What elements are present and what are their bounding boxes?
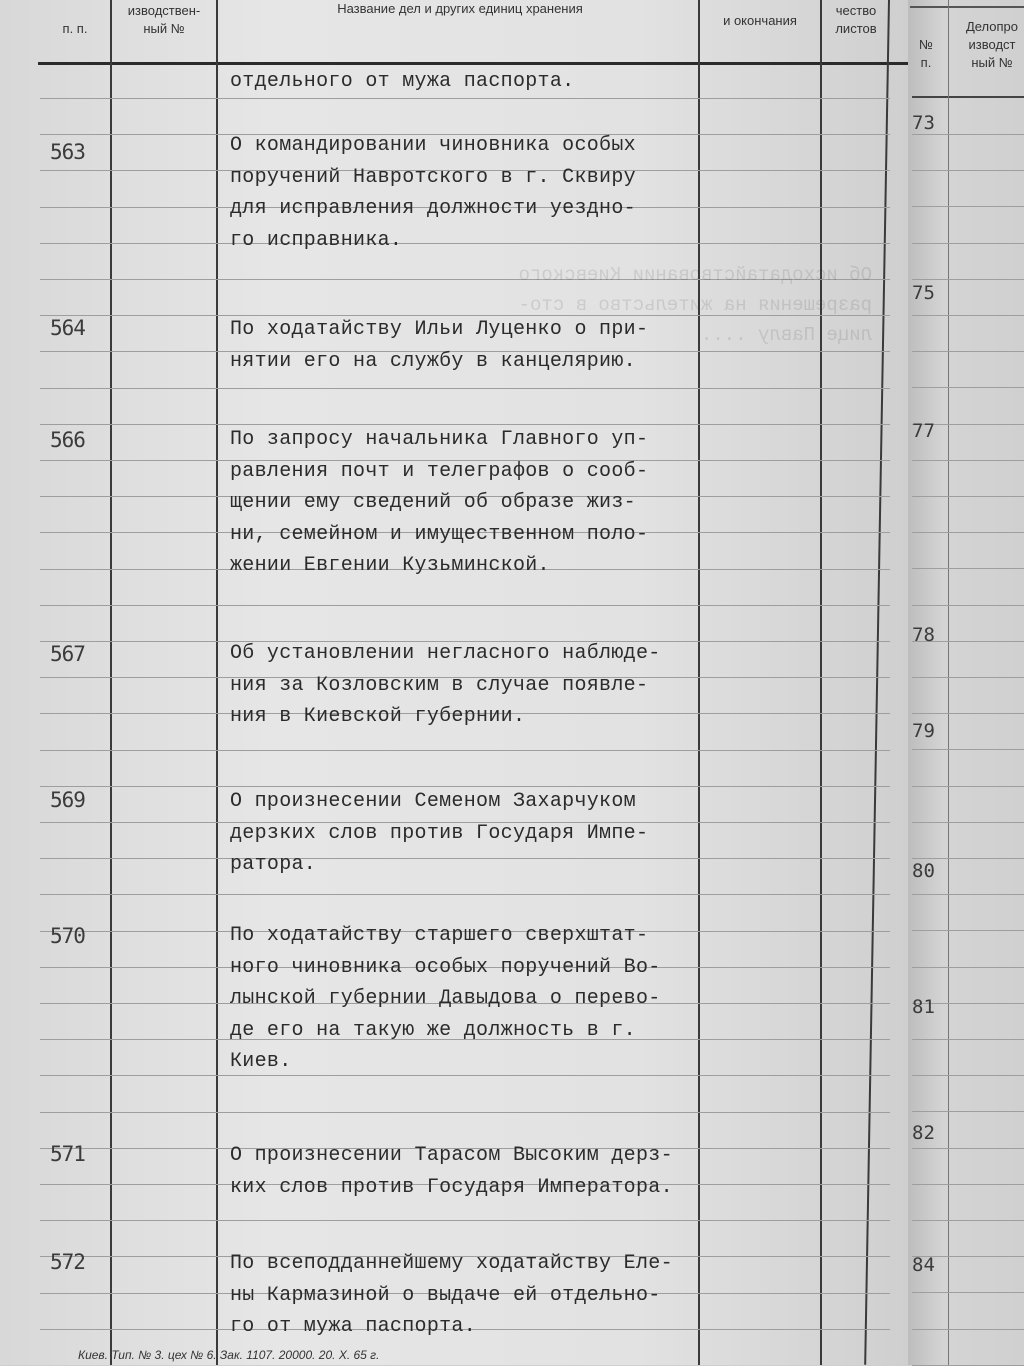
ruled-line-right	[912, 568, 1024, 569]
ruled-line-right	[912, 822, 1024, 823]
ruled-line-right	[912, 351, 1024, 352]
ruled-line-right	[912, 858, 1024, 859]
header-divider-right	[912, 96, 1024, 98]
ledger-page-right	[908, 0, 1024, 1365]
ruled-line-right	[912, 967, 1024, 968]
ruled-line-right	[912, 1148, 1024, 1149]
ruled-line-right	[912, 786, 1024, 787]
ruled-line-right	[912, 387, 1024, 388]
side-number: 84	[912, 1254, 935, 1276]
ruled-line-right	[912, 1075, 1024, 1076]
ruled-line-right	[912, 677, 1024, 678]
ruled-line-right	[912, 1329, 1024, 1330]
entry-text-564: По ходатайству Ильи Луценко о при- нятии его на службу в канцелярию.	[230, 318, 649, 373]
ruled-line-right	[912, 894, 1024, 895]
ruled-line-right	[912, 1184, 1024, 1185]
entry-text-563: О командировании чиновника особых поручений Навротского в г. Сквиру для исправления должности уездно- го исправника.	[230, 134, 636, 252]
side-number: 78	[912, 624, 935, 646]
entry-text-569: О произнесении Семеном Захарчуком дерзких слов против Государя Импе- ратора.	[230, 790, 649, 877]
ruled-line-right	[912, 749, 1024, 750]
ruled-line-right	[912, 1220, 1024, 1221]
col-line-right-1	[948, 0, 949, 1365]
entry-text-570: По ходатайству старшего сверхштат- ного чиновника особых поручений Во- лынской губернии Давыдова о перево- де его на такую же должность в г. Киев.	[230, 924, 661, 1074]
entry-number-563: 563	[50, 140, 85, 164]
ruled-line	[40, 894, 890, 895]
entry-text-572: По всеподданнейшему ходатайству Еле- ны Кармазиной о выдаче ей отдельно- го от мужа паспорта.	[230, 1252, 673, 1339]
header-col-number: п. п.	[62, 21, 88, 36]
header-col-sheets: чество листов	[835, 3, 877, 36]
ruled-line	[40, 98, 890, 99]
entry-number-570: 570	[50, 924, 85, 948]
entry-number-564: 564	[50, 316, 85, 340]
col-line-2	[216, 0, 218, 1365]
ruled-line-right	[912, 713, 1024, 714]
ruled-line-right	[912, 532, 1024, 533]
ruled-line-right	[912, 279, 1024, 280]
ruled-line-right	[912, 243, 1024, 244]
entry-text-571: О произнесении Тарасом Высоким дерз- ких слов против Государя Императора.	[230, 1144, 673, 1199]
side-number: 82	[912, 1122, 935, 1144]
entry-number-572: 572	[50, 1250, 85, 1274]
header-col-title: Название дел и других единиц хранения	[337, 1, 583, 16]
ruled-line-right	[912, 1111, 1024, 1112]
ruled-line	[40, 388, 890, 389]
entry-number-567: 567	[50, 642, 85, 666]
ruled-line-right	[912, 930, 1024, 931]
ruled-line-right	[912, 134, 1024, 135]
col-line-4	[820, 0, 822, 1365]
side-number: 79	[912, 720, 935, 742]
ruled-line-right	[912, 315, 1024, 316]
header-next-production: Делопро изводст ный №	[965, 19, 1019, 70]
header-col-production: изводствен- ный №	[127, 3, 201, 36]
header-divider-right-top	[910, 6, 1024, 8]
ruled-line-right	[912, 206, 1024, 207]
ruled-line-right	[912, 605, 1024, 606]
ruled-line	[40, 605, 890, 606]
entry-number-569: 569	[50, 788, 85, 812]
ruled-line	[40, 1112, 890, 1113]
ruled-line-right	[912, 460, 1024, 461]
ruled-line	[40, 750, 890, 751]
ruled-line-right	[912, 170, 1024, 171]
ruled-line	[40, 1220, 890, 1221]
header-col-dates: и окончания	[723, 13, 797, 28]
ruled-line-right	[912, 496, 1024, 497]
entry-number-571: 571	[50, 1142, 85, 1166]
side-number: 73	[912, 112, 935, 134]
bleed-through-text: Об исходатайствовании Киевского разрешения на жительство в сто- лице Павлу ....	[518, 264, 872, 346]
ruled-line-right	[912, 1292, 1024, 1293]
side-number: 80	[912, 860, 935, 882]
header-next-number: № п.	[919, 37, 933, 70]
side-number: 77	[912, 420, 935, 442]
header-divider	[38, 62, 908, 65]
side-number: 75	[912, 282, 935, 304]
entry-number-566: 566	[50, 428, 85, 452]
entry-text-566: По запросу начальника Главного уп- равления почт и телеграфов о сооб- щении ему сведений об образе жиз- ни, семейном и имущественном поло- жении Евгении Кузьминской.	[230, 428, 649, 578]
entry-text-continued: отдельного от мужа паспорта.	[230, 70, 575, 93]
entry-text-567: Об установлении негласного наблюде- ния за Козловским в случае появле- ния в Киевской губернии.	[230, 642, 661, 729]
ruled-line-right	[912, 1039, 1024, 1040]
printer-imprint: Киев. Тип. № 3. цех № 6. Зак. 1107. 20000. 20. X. 65 г.	[78, 1348, 380, 1362]
side-number: 81	[912, 996, 935, 1018]
